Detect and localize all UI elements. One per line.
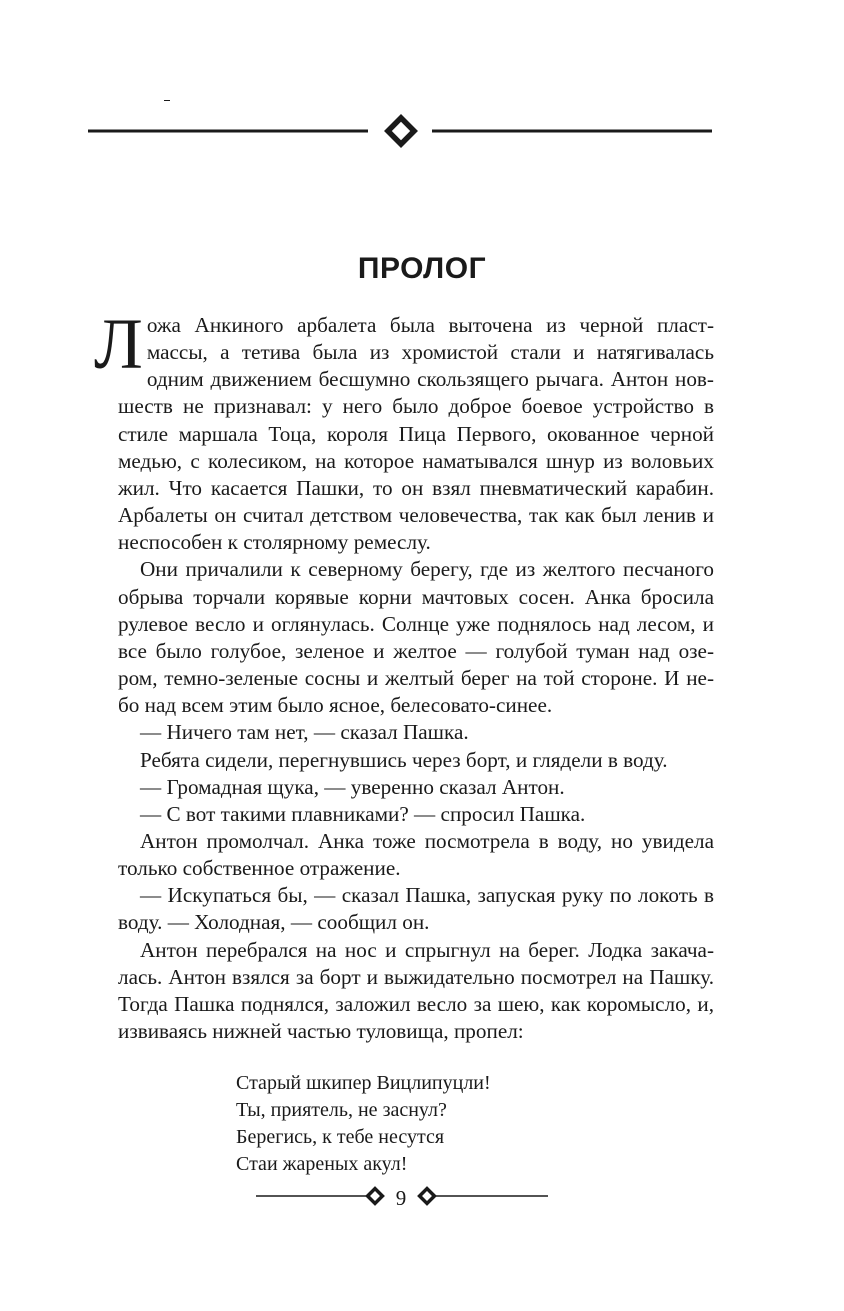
chapter-body	[94, 304, 714, 1045]
paragraph: Ребята сидели, перегнувшись через борт, и глядели в воду.	[140, 747, 668, 772]
poem-line: Ты, приятель, не заснул?	[236, 1099, 447, 1121]
paragraph: — Ничего там нет, — сказал Пашка.	[140, 720, 469, 745]
poem	[236, 1070, 491, 1178]
poem-line: Старый шкипер Вицлипуцли!	[236, 1072, 491, 1094]
paragraph: Антон промолчал. Анка тоже посмотрела в воду, но увидела только собственное отражение.	[118, 828, 714, 881]
poem-line: Берегись, к тебе несутся	[236, 1126, 445, 1148]
paragraph: — Искупаться бы, — сказал Пашка, запуская руку по локоть в воду. — Холодная, — сообщил он.	[118, 883, 714, 935]
page-number: 9	[395, 1186, 407, 1210]
paragraph: Антон перебрался на нос и спрыгнул на берег. Лодка закача-лась. Антон взялся за борт и выжидательно посмотрел на Пашку. Тогда Пашка поднялся, заложил весло за шею, как коромысло, и, извиваясь нижней частью туловища, пропел:	[118, 937, 714, 1044]
footer-ornament	[0, 1178, 844, 1222]
header-mark	[164, 100, 170, 101]
diamond-icon	[365, 1186, 385, 1206]
diamond-icon	[417, 1186, 437, 1206]
paragraph: — С вот такими плавниками? — спросил Пашка.	[140, 801, 586, 826]
chapter-title: ПРОЛОГ	[357, 252, 487, 285]
header-ornament	[0, 0, 844, 180]
diamond-icon	[384, 114, 418, 148]
poem-line: Стаи жареных акул!	[236, 1153, 408, 1175]
paragraph: Они причалили к северному берегу, где из желтого песчаного обрыва торчали корявые корни мачтовых сосен. Анка бросила рулевое весло и оглянулась. Солнце уже поднялось над лесом, и все было голубое, зеленое и желтое — голубой туман над озе-ром, темно-зеленые сосны и желтый берег на той стороне. И не-бо над всем этим было ясное, белесовато-синее.	[118, 557, 714, 718]
paragraph: — Громадная щука, — уверенно сказал Антон.	[140, 774, 565, 799]
paragraph-text: ожа Анкиного арбалета была выточена из черной пласт-массы, а тетива была из хромистой стали и натягивалась одним движением бесшумно скользящего рычага. Антон нов-шеств не признавал: у него было доброе боевое устройство в стиле маршала Тоца, короля Пица Первого, окованное черной медью, с колесиком, на которое наматывался шнур из воловьих жил. Что касается Пашки, то он взял пневматический карабин. Арбалеты он считал детством человечества, так как был ленив и неспособен к столярному ремеслу.	[118, 313, 714, 555]
drop-cap: Л	[94, 304, 143, 384]
paragraph	[94, 304, 714, 556]
